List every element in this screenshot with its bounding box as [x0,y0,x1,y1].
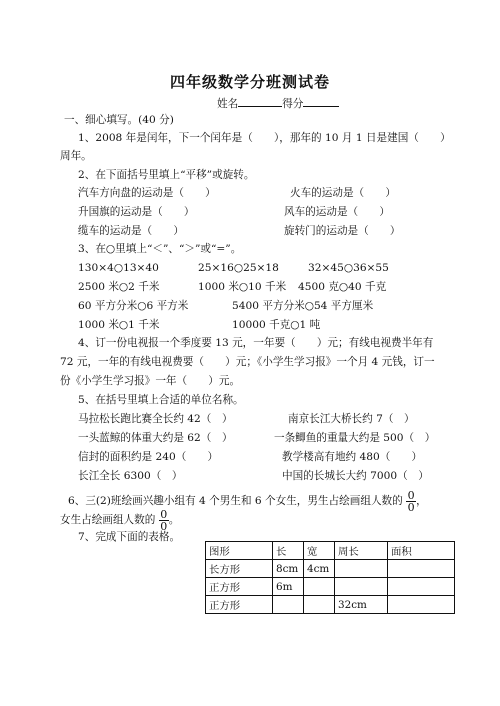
q5-item: 南京长江大桥长约 7（ ） [288,413,415,425]
q4-line-1: 4、订一份电视报一个季度要 13 元，一年要（ ）元；有线电视费半年有 [78,337,434,349]
q3-item: 60 平方分米○6 平方米 [78,300,189,312]
table-header-cell: 面积 [388,542,455,560]
q3-item: 32×45○36×55 [308,262,389,274]
q5-item: 教学楼高有地约 480（ ） [282,451,423,463]
q2-item: 升国旗的运动是（ ） [78,206,195,218]
fraction-numerator: 0 [160,508,168,521]
q3-item: 10000 千克○1 吨 [232,319,321,331]
q2-prompt: 2、在下面括号里填上“平移”或旋转。 [78,169,255,181]
table-cell[interactable] [335,578,388,596]
fraction-numerator: 0 [407,489,415,502]
table-header-row [206,542,455,560]
table-cell: 长方形 [206,560,273,578]
table-cell: 6m [273,578,304,596]
q3-item: 1000 米○10 千米 [198,281,287,293]
table-cell[interactable] [304,596,335,614]
q3-item: 2500 米○2 千米 [78,281,160,293]
q3-item: 1000 米○1 千米 [78,319,160,331]
name-score-line [217,96,339,111]
q2-item: 风车的运动是（ ） [284,206,390,218]
table-row [206,596,455,614]
q5-item: 中国的长城长大约 7000（ ） [282,470,429,482]
q6-text-1: 6、三(2)班绘画兴趣小组有 4 个男生和 6 个女生，男生占绘画组人数的 [68,495,403,507]
q3-item: 4500 克○40 千克 [298,281,387,293]
q1-line-2: 周年。 [60,150,92,162]
q5-item: 一条鲫鱼的重量大约是 500（ ） [274,432,436,444]
q6-comma: ， [416,495,427,507]
q5-item: 一头蓝鲸的体重大约是 62（ ） [78,432,233,444]
table-cell[interactable] [388,560,455,578]
q6-end: 。 [168,514,180,526]
q5-item: 长江全长 6300（ ） [78,470,183,482]
q3-item: 5400 平方分米○54 平方厘米 [232,300,374,312]
table-cell: 32cm [335,596,388,614]
table-cell[interactable] [304,578,335,596]
score-label: 得分 [282,98,304,110]
q6-line-2 [60,509,179,531]
q2-item: 火车的运动是（ ） [290,187,396,199]
q4-line-2: 72 元，一年的有线电视费要（ ）元；《小学生学习报》一个月 4 元钱，订一 [60,356,435,368]
fraction-denominator: 0 [407,501,415,514]
table-cell: 4cm [304,560,335,578]
q4-line-3: 份《小学生学习报》一年（ ）元。 [60,375,241,387]
table-cell[interactable] [388,578,455,596]
table-header-cell: 周长 [335,542,388,560]
table-header-cell: 宽 [304,542,335,560]
table-cell[interactable] [273,596,304,614]
q2-item: 缆车的运动是（ ） [78,225,184,237]
q6-text-2: 女生占绘画组人数的 [60,514,156,526]
q7-prompt: 7、完成下面的表格。 [78,531,181,543]
table-row [206,578,455,596]
page-title: 四年级数学分班测试卷 [169,73,330,91]
table-header-cell: 图形 [206,542,273,560]
q2-item: 汽车方向盘的运动是（ ） [78,187,216,199]
q1-line-1: 1、2008 年是闰年，下一个闰年是（ ），那年的 10 月 1 日是建国（ ） [78,132,451,144]
q3-item: 25×16○25×18 [198,262,279,274]
q3-item: 130×4○13×40 [78,262,159,274]
table-row [206,560,455,578]
name-label: 姓名 [217,98,239,110]
fraction-denominator: 0 [160,520,168,533]
name-blank[interactable] [238,96,282,107]
q2-item: 旋转门的运动是（ ） [284,225,401,237]
table-header-cell: 长 [273,542,304,560]
q5-prompt: 5、在括号里填上合适的单位名称。 [78,394,244,406]
shape-table [205,541,455,614]
q5-item: 信封的面积约是 240（ ） [78,451,219,463]
section-heading: 一、细心填写。(40 分) [64,114,174,126]
table-cell: 正方形 [206,578,273,596]
q5-item: 马拉松长跑比赛全长约 42（ ） [78,413,233,425]
fraction [406,490,416,512]
table-cell[interactable] [335,560,388,578]
q3-prompt: 3、在○里填上“＜”、“＞”或“=”。 [78,243,242,255]
table-cell: 8cm [273,560,304,578]
table-cell[interactable] [388,596,455,614]
fraction [159,509,169,531]
table-cell: 正方形 [206,596,273,614]
score-blank[interactable] [303,96,339,107]
